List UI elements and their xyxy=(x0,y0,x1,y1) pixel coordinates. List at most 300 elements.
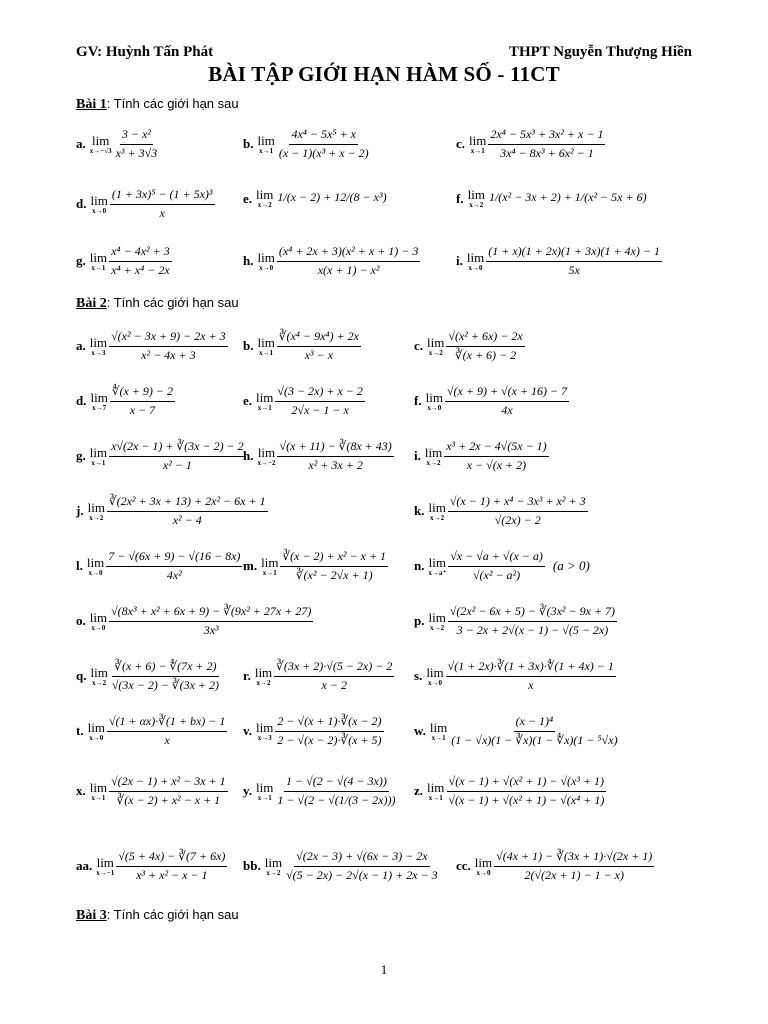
limit-operator xyxy=(428,556,446,577)
limit-operator xyxy=(426,391,443,412)
exercise-label: cc. xyxy=(456,858,471,874)
limit-operator xyxy=(87,556,104,577)
fraction xyxy=(275,775,397,808)
limit-subscript: x→7 xyxy=(92,403,107,412)
limit-operator xyxy=(90,251,107,272)
denominator: x² + 3x + 2 xyxy=(308,457,363,472)
denominator: √(5 − 2x) − 2√(x − 1) + 2x − 3 xyxy=(286,867,438,882)
numerator: ∛(3x + 2)·√(5 − 2x) − 2 xyxy=(274,660,394,677)
denominator: x⁴ + x⁴ − 2x xyxy=(111,262,170,277)
lim-word: lim xyxy=(257,249,275,265)
fraction xyxy=(106,550,242,583)
exercise-bai1-5 xyxy=(456,188,649,209)
exercise-bai2-23 xyxy=(243,775,398,808)
exercise-label: d. xyxy=(76,393,87,409)
fraction xyxy=(494,850,654,883)
exercise-bai2-8 xyxy=(414,440,549,473)
lim-word: lim xyxy=(254,664,273,680)
lim-word: lim xyxy=(264,854,283,870)
denominator: 2√x − 1 − x xyxy=(291,402,349,417)
exercise-bai2-11 xyxy=(76,550,242,583)
numerator: ∛(2x² + 3x + 13) + 2x² − 6x + 1 xyxy=(107,495,268,512)
lim-word: lim xyxy=(90,389,108,405)
numerator: 3 − x² xyxy=(120,128,153,145)
exercise-bai2-9 xyxy=(76,495,268,528)
limit-operator xyxy=(427,336,444,357)
fraction xyxy=(448,495,588,528)
lim-word: lim xyxy=(474,854,493,870)
lim-word: lim xyxy=(96,854,114,870)
denominator: 5x xyxy=(568,262,580,277)
section-text: : Tính các giới hạn sau xyxy=(106,295,239,310)
denominator: √(3x − 2) − ∛(3x + 2) xyxy=(111,677,219,692)
limit-operator xyxy=(428,611,445,632)
fraction xyxy=(107,715,227,748)
exercise-bai2-1 xyxy=(243,330,361,363)
numerator: (1 + x)(1 + 2x)(1 + 3x)(1 + 4x) − 1 xyxy=(486,245,662,262)
limit-subscript: x→−2 xyxy=(257,458,276,467)
numerator: √(x² + 6x) − 2x xyxy=(446,330,524,347)
exercise-bai2-21 xyxy=(414,715,620,748)
exercise-label: g. xyxy=(76,448,86,464)
limit-subscript: x→0 xyxy=(468,263,483,272)
limit-operator xyxy=(256,781,273,802)
exercise-bai1-7 xyxy=(243,245,420,278)
exercise-label: r. xyxy=(243,668,251,684)
limit-subscript: x→2 xyxy=(430,623,445,632)
limit-subscript: x→a⁺ xyxy=(428,568,447,577)
limit-subscript: x→2 xyxy=(256,678,271,687)
exercise-label: c. xyxy=(456,136,466,152)
numerator: √(x − 1) + x⁴ − 3x³ + x² + 3 xyxy=(448,495,588,512)
limit-operator xyxy=(90,134,112,155)
numerator: 2x⁴ − 5x³ + 3x² + x − 1 xyxy=(488,128,605,145)
fraction xyxy=(448,550,545,583)
exercise-bai2-6 xyxy=(76,440,246,473)
fraction xyxy=(445,385,569,418)
fraction xyxy=(277,330,361,363)
fraction xyxy=(277,440,393,473)
exercise-label: s. xyxy=(414,668,423,684)
exercise-label: n. xyxy=(414,558,425,574)
numerator: √(2x − 1) + x² − 3x + 1 xyxy=(109,775,228,792)
exercise-label: h. xyxy=(243,448,254,464)
exercise-label: b. xyxy=(243,136,254,152)
exercise-bai2-16 xyxy=(76,660,221,693)
limit-subscript: x→2 xyxy=(89,513,104,522)
denominator: x² − 1 xyxy=(162,457,192,472)
limit-subscript: x→1 xyxy=(91,793,106,802)
limit-operator xyxy=(467,251,484,272)
denominator: 3x⁴ − 8x³ + 6x² − 1 xyxy=(500,145,594,160)
exercise-bai1-6 xyxy=(76,245,172,278)
exercise-label: k. xyxy=(414,503,425,519)
section-heading-bai2 xyxy=(76,295,239,312)
limit-operator xyxy=(96,856,114,877)
denominator: 3x³ xyxy=(203,622,219,637)
lim-word: lim xyxy=(90,192,108,208)
lim-word: lim xyxy=(424,444,443,460)
limit-subscript: x→3 xyxy=(257,733,272,742)
limit-subscript: x→0 xyxy=(89,733,104,742)
denominator: x² − 4 xyxy=(172,512,202,527)
fraction xyxy=(114,128,160,161)
exercise-label: w. xyxy=(414,723,426,739)
exercise-label: a. xyxy=(76,338,86,354)
numerator: √(4x + 1) − ∛(3x + 1)·√(2x + 1) xyxy=(494,850,654,867)
exercise-label: x. xyxy=(76,783,86,799)
denominator: 4x² xyxy=(166,567,182,582)
exercise-bai2-27 xyxy=(456,850,654,883)
exercise-label: z. xyxy=(414,783,424,799)
exercise-label: j. xyxy=(76,503,84,519)
denominator: x² − 4x + 3 xyxy=(141,347,196,362)
numerator: ∛(x + 6) − ∜(7x + 2) xyxy=(112,660,218,677)
denominator: ∛(x − 2) + x² − x + 1 xyxy=(116,792,221,807)
fraction xyxy=(109,440,246,473)
limit-operator xyxy=(90,666,107,687)
lim-word: lim xyxy=(90,664,108,680)
exercise-label: h. xyxy=(243,253,254,269)
exercise-bai2-7 xyxy=(243,440,394,473)
condition: (a > 0) xyxy=(552,558,590,574)
section-label: Bài 3 xyxy=(76,908,107,923)
fraction xyxy=(107,495,268,528)
lim-word: lim xyxy=(467,187,485,202)
numerator: √(1 + αx)·∛(1 + bx) − 1 xyxy=(107,715,227,732)
numerator: √(5 + 4x) − ∛(7 + 6x) xyxy=(116,850,227,867)
limit-subscript: x→3 xyxy=(91,348,106,357)
exercise-label: g. xyxy=(76,253,86,269)
numerator: ∛(x⁴ − 9x⁴) + 2x xyxy=(277,330,361,347)
section-label: Bài 2 xyxy=(76,296,107,311)
limit-subscript: x→0 xyxy=(259,263,274,272)
fraction xyxy=(446,660,616,693)
lim-word: lim xyxy=(92,132,110,148)
limit-subscript: x→2 xyxy=(266,868,281,877)
denominator: x xyxy=(528,677,534,692)
exercise-bai2-17 xyxy=(243,660,394,693)
denominator: x − √(x + 2) xyxy=(466,457,527,472)
exercise-bai2-26 xyxy=(243,850,440,883)
numerator: √(2x − 3) + √(6x − 3) − 2x xyxy=(294,850,430,867)
exercise-label: b. xyxy=(243,338,254,354)
exercise-bai2-2 xyxy=(414,330,525,363)
fraction xyxy=(109,605,313,638)
exercise-label: e. xyxy=(243,190,253,206)
lim-word: lim xyxy=(427,334,445,350)
limit-subscript: x→2 xyxy=(257,201,272,209)
fraction xyxy=(487,191,649,207)
limit-operator xyxy=(426,666,443,687)
numerator: √(x + 9) + √(x + 16) − 7 xyxy=(445,385,569,402)
lim-word: lim xyxy=(427,779,445,795)
numerator: √(8x³ + x² + 6x + 9) − ∛(9x² + 27x + 27) xyxy=(109,605,313,622)
exercise-label: v. xyxy=(243,723,253,739)
numerator: 1/(x − 2) + 12/(8 − x³) xyxy=(277,189,387,204)
limit-operator xyxy=(90,391,107,412)
exercise-bai2-10 xyxy=(414,495,588,528)
fraction xyxy=(284,850,440,883)
exercise-bai2-0 xyxy=(76,330,228,363)
denominator: (1 − √x)(1 − ∛x)(1 − ∜x)(1 − ⁵√x) xyxy=(451,732,618,747)
limit-operator xyxy=(255,666,272,687)
limit-operator xyxy=(257,251,274,272)
exercise-label: o. xyxy=(76,613,86,629)
section-label: Bài 1 xyxy=(76,97,107,112)
lim-word: lim xyxy=(256,187,274,202)
limit-operator xyxy=(90,611,107,632)
exercise-label: i. xyxy=(414,448,421,464)
limit-subscript: x→0 xyxy=(476,868,491,877)
denominator: x³ + 3√3 xyxy=(115,145,158,160)
lim-word: lim xyxy=(257,444,276,460)
limit-subscript: x→0 xyxy=(91,623,106,632)
fraction xyxy=(110,188,215,221)
exercise-bai2-25 xyxy=(76,850,227,883)
fraction xyxy=(446,330,524,363)
exercise-label: bb. xyxy=(243,858,261,874)
header-teacher: GV: Huỳnh Tấn Phát xyxy=(76,44,214,60)
fraction xyxy=(486,245,662,278)
exercise-bai2-13 xyxy=(414,550,590,583)
numerator: √(x − 1) + √(x² + 1) − √(x³ + 1) xyxy=(447,775,606,792)
limit-subscript: x→1 xyxy=(428,793,443,802)
fraction xyxy=(444,440,548,473)
denominator: ∛(x² − 2√x + 1) xyxy=(295,567,373,582)
fraction xyxy=(275,385,365,418)
exercise-label: a. xyxy=(76,136,86,152)
fraction xyxy=(109,245,172,278)
lim-word: lim xyxy=(87,499,105,515)
section-text: : Tính các giới hạn sau xyxy=(106,96,239,111)
fraction xyxy=(277,245,421,278)
denominator: 4x xyxy=(501,402,513,417)
lim-word: lim xyxy=(428,499,446,515)
fraction xyxy=(448,605,617,638)
limit-operator xyxy=(88,721,105,742)
exercise-bai1-2 xyxy=(456,128,605,161)
lim-word: lim xyxy=(89,609,108,625)
numerator: ∛(x − 2) + x² − x + 1 xyxy=(280,550,388,567)
exercise-label: e. xyxy=(243,393,253,409)
exercise-label: m. xyxy=(243,558,258,574)
denominator: ∛(x + 6) − 2 xyxy=(454,347,517,362)
limit-operator xyxy=(261,556,278,577)
exercise-bai2-18 xyxy=(414,660,616,693)
limit-operator xyxy=(265,856,282,877)
limit-operator xyxy=(90,336,107,357)
denominator: (x − 1)(x³ + x − 2) xyxy=(278,145,369,160)
limit-subscript: x→0 xyxy=(427,403,442,412)
exercise-bai2-12 xyxy=(243,550,388,583)
denominator: x³ − x xyxy=(304,347,334,362)
exercise-label: d. xyxy=(76,196,87,212)
numerator: ∜(x + 9) − 2 xyxy=(110,385,175,402)
denominator: x − 7 xyxy=(129,402,156,417)
exercise-bai1-3 xyxy=(76,188,215,221)
lim-word: lim xyxy=(261,554,279,570)
limit-subscript: x→−√3 xyxy=(89,146,112,155)
lim-word: lim xyxy=(469,132,487,148)
lim-word: lim xyxy=(256,779,274,795)
exercise-label: t. xyxy=(76,723,84,739)
limit-subscript: x→−1 xyxy=(96,868,115,877)
limit-operator xyxy=(257,134,274,155)
numerator: √(1 + 2x)·∛(1 + 3x)·∜(1 + 4x) − 1 xyxy=(446,660,616,677)
denominator: x(x + 1) − x² xyxy=(317,262,380,277)
numerator: (x − 1)⁴ xyxy=(514,715,556,732)
fraction xyxy=(275,715,383,748)
exercise-bai1-0 xyxy=(76,128,159,161)
exercise-bai2-5 xyxy=(414,385,569,418)
numerator: √x − √a + √(x − a) xyxy=(448,550,545,567)
fraction xyxy=(110,385,175,418)
limit-operator xyxy=(427,781,444,802)
limit-subscript: x→1 xyxy=(470,146,485,155)
numerator: (x⁴ + 2x + 3)(x² + x + 1) − 3 xyxy=(277,245,421,262)
limit-subscript: x→0 xyxy=(88,568,103,577)
numerator: 1/(x² − 3x + 2) + 1/(x² − 5x + 6) xyxy=(488,189,647,204)
exercise-bai2-14 xyxy=(76,605,313,638)
lim-word: lim xyxy=(428,554,446,570)
lim-word: lim xyxy=(257,132,275,148)
lim-word: lim xyxy=(89,249,108,265)
limit-subscript: x→1 xyxy=(257,403,272,412)
exercise-bai1-8 xyxy=(456,245,662,278)
limit-subscript: x→1 xyxy=(262,568,277,577)
lim-word: lim xyxy=(429,719,448,735)
limit-subscript: x→2 xyxy=(469,201,484,209)
limit-subscript: x→0 xyxy=(92,206,107,215)
limit-subscript: x→1 xyxy=(259,146,274,155)
limit-subscript: x→2 xyxy=(92,678,107,687)
page-title: BÀI TẬP GIỚI HẠN HÀM SỐ - 11CT xyxy=(208,62,560,86)
numerator: x³ + 2x − 4√(5x − 1) xyxy=(444,440,548,457)
exercise-bai2-24 xyxy=(414,775,606,808)
denominator: x³ + x² − x − 1 xyxy=(136,867,208,882)
limit-subscript: x→1 xyxy=(91,458,106,467)
denominator: x − 2 xyxy=(321,677,347,692)
lim-word: lim xyxy=(86,554,105,570)
exercise-label: y. xyxy=(243,783,253,799)
numerator: (1 + 3x)⁵ − (1 + 5x)³ xyxy=(110,188,215,205)
denominator: 2 − √(x − 2)·∛(x + 5) xyxy=(277,732,382,747)
numerator: x⁴ − 4x² + 3 xyxy=(109,245,172,262)
fraction xyxy=(109,330,228,363)
lim-word: lim xyxy=(466,249,485,265)
limit-subscript: x→2 xyxy=(428,348,443,357)
numerator: √(2x² − 6x + 5) − ∛(3x² − 9x + 7) xyxy=(448,605,617,622)
numerator: x√(2x − 1) + ∛(3x − 2) − 2 xyxy=(109,440,246,457)
denominator: 1 − √(2 − √(1/(3 − 2x))) xyxy=(277,792,396,807)
lim-word: lim xyxy=(256,719,274,735)
numerator: 2 − √(x + 1)·∛(x − 2) xyxy=(275,715,383,732)
lim-word: lim xyxy=(425,389,443,405)
section-heading-bai1 xyxy=(76,96,239,113)
fraction xyxy=(274,660,394,693)
exercise-bai2-20 xyxy=(243,715,384,748)
numerator: √(x² − 3x + 9) − 2x + 3 xyxy=(109,330,228,347)
exercise-label: c. xyxy=(414,338,424,354)
denominator: x xyxy=(159,205,165,220)
lim-word: lim xyxy=(426,664,444,680)
exercise-label: p. xyxy=(414,613,425,629)
numerator: 7 − √(6x + 9) − √(16 − 8x) xyxy=(106,550,242,567)
fraction xyxy=(449,715,619,748)
limit-operator xyxy=(256,721,273,742)
limit-operator xyxy=(256,188,273,209)
denominator: x xyxy=(164,732,170,747)
lim-word: lim xyxy=(89,444,108,460)
limit-operator xyxy=(428,501,445,522)
exercise-label: aa. xyxy=(76,858,93,874)
denominator: 3 − 2x + 2√(x − 1) − √(5 − 2x) xyxy=(456,622,609,637)
fraction xyxy=(109,775,228,808)
lim-word: lim xyxy=(89,334,108,350)
exercise-bai1-1 xyxy=(243,128,371,161)
fraction xyxy=(446,775,606,808)
lim-word: lim xyxy=(257,334,275,350)
exercise-label: q. xyxy=(76,668,87,684)
denominator: √(x − 1) + √(x² + 1) − √(x⁴ + 1) xyxy=(448,792,605,807)
exercise-label: i. xyxy=(456,253,463,269)
limit-operator xyxy=(90,446,107,467)
exercise-label: f. xyxy=(414,393,422,409)
limit-operator xyxy=(475,856,492,877)
limit-subscript: x→0 xyxy=(427,678,442,687)
limit-operator xyxy=(425,446,442,467)
exercise-bai1-4 xyxy=(243,188,389,209)
limit-subscript: x→1 xyxy=(431,733,446,742)
lim-word: lim xyxy=(89,779,108,795)
exercise-bai2-4 xyxy=(243,385,365,418)
limit-operator xyxy=(257,446,275,467)
exercise-label: l. xyxy=(76,558,83,574)
fraction xyxy=(110,660,221,693)
exercise-bai2-22 xyxy=(76,775,228,808)
fraction xyxy=(275,191,388,207)
fraction xyxy=(280,550,388,583)
limit-subscript: x→1 xyxy=(259,348,274,357)
limit-operator xyxy=(90,194,107,215)
section-text: : Tính các giới hạn sau xyxy=(106,907,239,922)
numerator: √(x + 11) − ∛(8x + 43) xyxy=(277,440,393,457)
header-school: THPT Nguyễn Thượng Hiền xyxy=(508,44,692,60)
numerator: 4x⁴ − 5x⁵ + x xyxy=(289,128,358,145)
limit-operator xyxy=(256,391,273,412)
denominator: √(2x) − 2 xyxy=(494,512,541,527)
exercise-bai2-19 xyxy=(76,715,227,748)
lim-word: lim xyxy=(87,719,105,735)
numerator: √(3 − 2x) + x − 2 xyxy=(275,385,365,402)
exercise-bai2-15 xyxy=(414,605,617,638)
fraction xyxy=(116,850,227,883)
limit-operator xyxy=(468,188,485,209)
lim-word: lim xyxy=(256,389,274,405)
limit-subscript: x→2 xyxy=(426,458,441,467)
limit-subscript: x→1 xyxy=(257,793,272,802)
limit-operator xyxy=(257,336,274,357)
limit-subscript: x→1 xyxy=(91,263,106,272)
section-heading-bai3 xyxy=(76,907,239,924)
fraction xyxy=(277,128,371,161)
denominator: √(x² − a²) xyxy=(472,567,521,582)
exercise-bai2-3 xyxy=(76,385,175,418)
page-number: 1 xyxy=(380,962,388,977)
exercise-label: f. xyxy=(456,190,464,206)
limit-subscript: x→2 xyxy=(430,513,445,522)
